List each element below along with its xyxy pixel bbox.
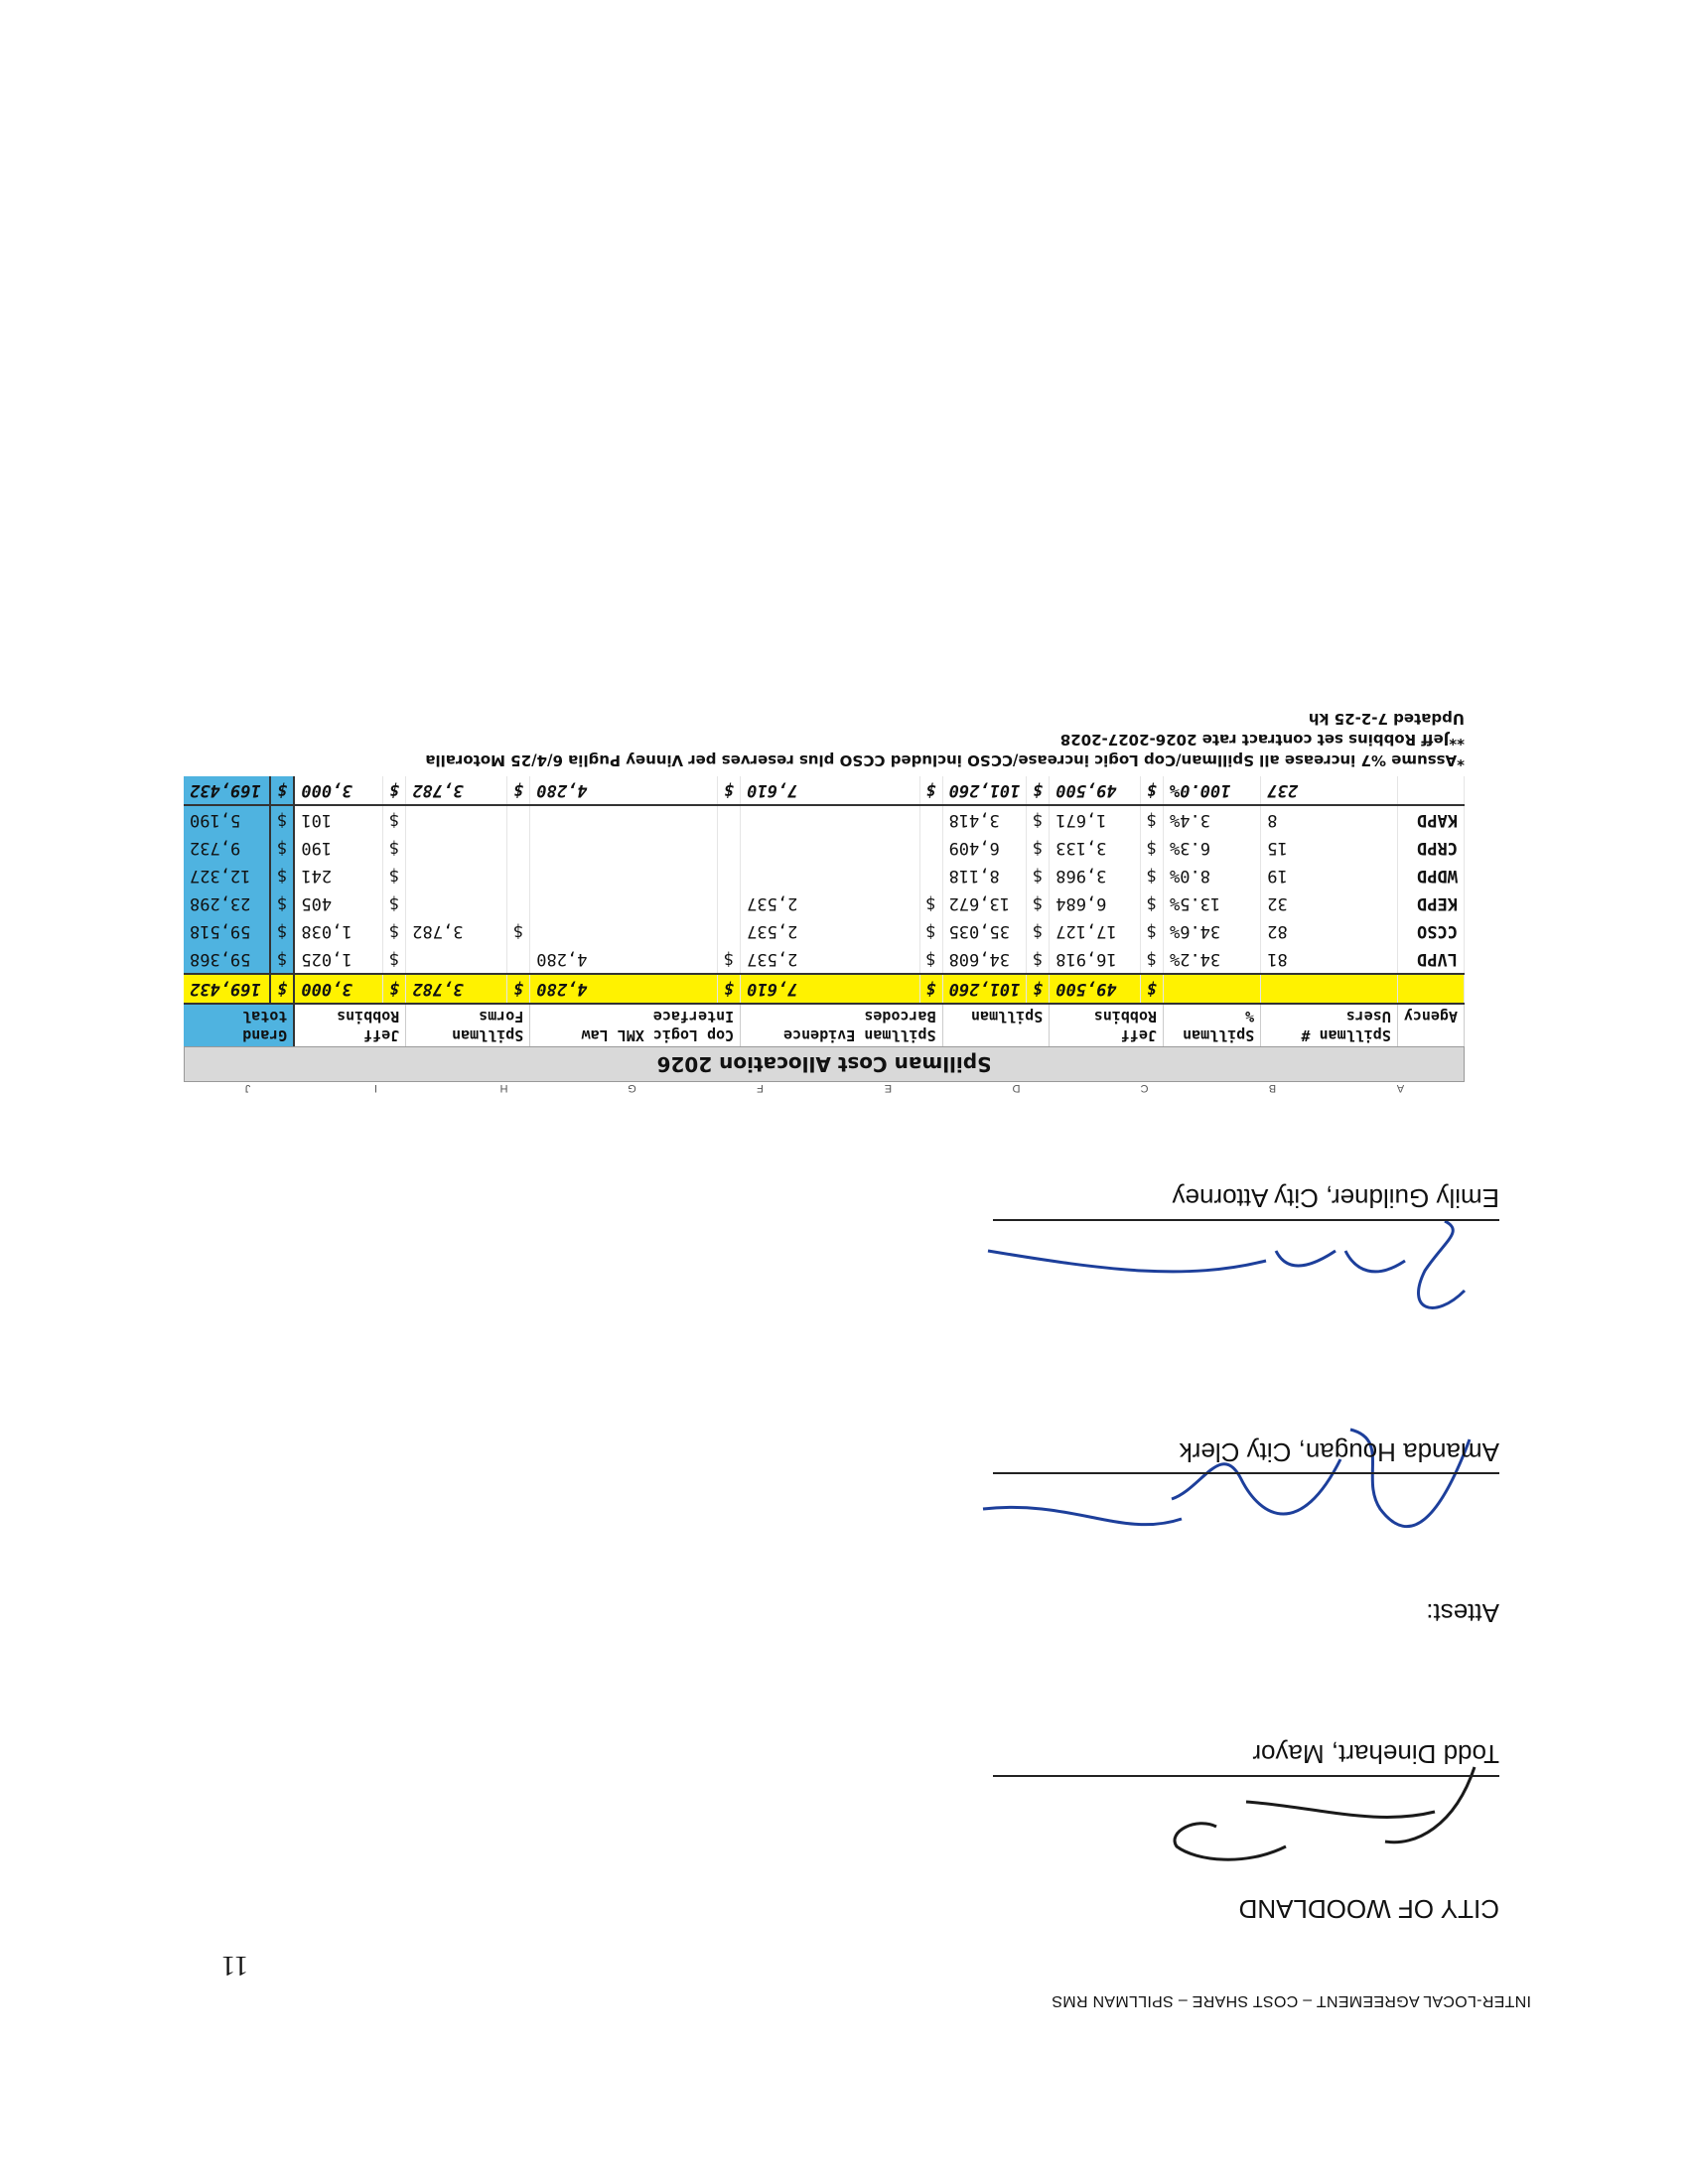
note-line: **Jeff Robbins set contract rate 2026-2027-2028: [1059, 731, 1465, 750]
table-title: Spillman Cost Allocation 2026: [184, 1046, 1465, 1082]
spillman-cell: 6,409: [942, 835, 1027, 863]
city-name: CITY OF WOODLAND: [1238, 1894, 1499, 1924]
agency-cell: KEPD: [1397, 890, 1464, 918]
jeff2-cell: 3,000: [294, 777, 382, 806]
dollar-sign: [507, 835, 530, 863]
coplogic-cell: [530, 890, 718, 918]
grand-cell: 9,732: [184, 835, 270, 863]
agency-cell: CCSO: [1397, 918, 1464, 946]
dollar-sign: $: [1027, 918, 1050, 946]
column-header: Agency: [1397, 1005, 1464, 1047]
spillman-cell: 13,672: [942, 890, 1027, 918]
users-cell: 15: [1261, 835, 1398, 863]
column-letter: C: [1140, 1082, 1149, 1094]
dollar-sign: $: [270, 918, 294, 946]
column-header: Spillman # Users: [1261, 1005, 1398, 1047]
percent-cell: 13.5%: [1163, 890, 1260, 918]
cost-allocation-table: [184, 709, 1465, 1095]
column-header: Spillman %: [1163, 1005, 1260, 1047]
dollar-sign: [718, 806, 741, 835]
spillman-cell: 35,035: [942, 918, 1027, 946]
dollar-sign: $: [270, 835, 294, 863]
coplogic-cell: [530, 806, 718, 835]
forms-cell: 3,782: [406, 975, 507, 1005]
page-header: INTER-LOCAL AGREEMENT – COST SHARE – SPILLMAN RMS: [1052, 1992, 1531, 2009]
barcodes-cell: 2,537: [741, 890, 919, 918]
attorney-signature: [968, 1201, 1484, 1340]
dollar-sign: $: [1027, 946, 1050, 975]
attorney-name: Emily Guildner, City Attorney: [1172, 1183, 1499, 1213]
dollar-sign: [718, 890, 741, 918]
dollar-sign: $: [270, 777, 294, 806]
coplogic-cell: [530, 863, 718, 890]
spillman-cell: 3,418: [942, 806, 1027, 835]
jeff-cell: 16,918: [1050, 946, 1141, 975]
grand-cell: 59,368: [184, 946, 270, 975]
users-cell: [1261, 975, 1398, 1005]
barcodes-cell: [741, 863, 919, 890]
dollar-sign: $: [1140, 918, 1163, 946]
sum-row: [184, 777, 1465, 806]
note-line: *Assume %7 increase all Spillman/Cop Logic increase/CCSO included CCSO plus reserves per Vinney Puglia 6/4/25 Motoralla: [425, 751, 1465, 770]
mayor-signature-line: [993, 1775, 1499, 1777]
column-letter: A: [1396, 1082, 1405, 1094]
dollar-sign: $: [383, 890, 406, 918]
dollar-sign: $: [919, 777, 942, 806]
percent-cell: 3.4%: [1163, 806, 1260, 835]
grand-cell: 169,432: [184, 777, 270, 806]
jeff2-cell: 1,038: [294, 918, 382, 946]
column-header: Grand total: [184, 1005, 294, 1047]
column-letter: F: [757, 1082, 764, 1094]
coplogic-cell: 4,280: [530, 975, 718, 1005]
jeff-cell: 1,671: [1050, 806, 1141, 835]
dollar-sign: $: [1027, 863, 1050, 890]
dollar-sign: $: [1140, 835, 1163, 863]
spillman-cell: 34,608: [942, 946, 1027, 975]
dollar-sign: $: [270, 946, 294, 975]
grand-cell: 59,518: [184, 918, 270, 946]
forms-cell: [406, 946, 507, 975]
dollar-sign: $: [1140, 777, 1163, 806]
jeff-cell: 6,684: [1050, 890, 1141, 918]
spillman-cell: 101,260: [942, 777, 1027, 806]
column-letter: H: [499, 1082, 508, 1094]
dollar-sign: $: [919, 946, 942, 975]
table-notes: [184, 709, 1465, 771]
dollar-sign: $: [383, 835, 406, 863]
dollar-sign: $: [383, 777, 406, 806]
jeff-cell: 49,500: [1050, 777, 1141, 806]
column-header: Cop Logic XML Law Interface: [530, 1005, 741, 1047]
agency-row: [184, 863, 1465, 890]
grand-cell: 5,190: [184, 806, 270, 835]
percent-cell: 6.3%: [1163, 835, 1260, 863]
column-letter: E: [884, 1082, 893, 1094]
grand-cell: 12,327: [184, 863, 270, 890]
percent-cell: [1163, 975, 1260, 1005]
agency-row: [184, 806, 1465, 835]
dollar-sign: $: [1140, 946, 1163, 975]
dollar-sign: [507, 863, 530, 890]
dollar-sign: [919, 863, 942, 890]
users-cell: 237: [1261, 777, 1398, 806]
users-cell: 82: [1261, 918, 1398, 946]
jeff-cell: 3,968: [1050, 863, 1141, 890]
forms-cell: [406, 863, 507, 890]
forms-cell: 3,782: [406, 918, 507, 946]
agency-cell: [1397, 777, 1464, 806]
dollar-sign: [919, 806, 942, 835]
column-header: Spillman: [942, 1005, 1050, 1047]
totals-row: [184, 975, 1465, 1005]
agency-row: [184, 918, 1465, 946]
dollar-sign: $: [270, 863, 294, 890]
dollar-sign: [507, 890, 530, 918]
jeff-cell: 3,133: [1050, 835, 1141, 863]
dollar-sign: $: [718, 777, 741, 806]
coplogic-cell: [530, 918, 718, 946]
dollar-sign: $: [270, 890, 294, 918]
barcodes-cell: 2,537: [741, 918, 919, 946]
spillman-cell: 8,118: [942, 863, 1027, 890]
attorney-signature-line: [993, 1219, 1499, 1221]
dollar-sign: $: [383, 918, 406, 946]
users-cell: 32: [1261, 890, 1398, 918]
forms-cell: [406, 890, 507, 918]
users-cell: 81: [1261, 946, 1398, 975]
dollar-sign: [718, 863, 741, 890]
agency-cell: CRPD: [1397, 835, 1464, 863]
dollar-sign: $: [507, 777, 530, 806]
dollar-sign: [507, 806, 530, 835]
mayor-name: Todd Dinehart, Mayor: [1252, 1739, 1499, 1769]
dollar-sign: $: [1140, 806, 1163, 835]
column-letter: J: [244, 1082, 251, 1094]
jeff2-cell: 3,000: [294, 975, 382, 1005]
jeff2-cell: 241: [294, 863, 382, 890]
column-header: Jeff Robbins: [1050, 1005, 1164, 1047]
dollar-sign: $: [507, 918, 530, 946]
clerk-name: Amanda Hougan, City Clerk: [1179, 1437, 1499, 1467]
jeff2-cell: 405: [294, 890, 382, 918]
dollar-sign: $: [718, 975, 741, 1005]
percent-cell: 8.0%: [1163, 863, 1260, 890]
users-cell: 19: [1261, 863, 1398, 890]
dollar-sign: $: [270, 806, 294, 835]
column-header: Jeff Robbins: [294, 1005, 405, 1047]
dollar-sign: $: [383, 975, 406, 1005]
dollar-sign: $: [718, 946, 741, 975]
agency-row: [184, 890, 1465, 918]
clerk-signature-line: [993, 1472, 1499, 1474]
dollar-sign: $: [919, 890, 942, 918]
column-letter: B: [1268, 1082, 1277, 1094]
percent-cell: 34.2%: [1163, 946, 1260, 975]
forms-cell: 3,782: [406, 777, 507, 806]
dollar-sign: $: [1140, 863, 1163, 890]
clerk-signature: [943, 1410, 1499, 1578]
dollar-sign: $: [1140, 890, 1163, 918]
agency-cell: WDPD: [1397, 863, 1464, 890]
dollar-sign: $: [507, 975, 530, 1005]
column-letters: [184, 1082, 1465, 1094]
column-letter: G: [628, 1082, 636, 1094]
users-cell: 8: [1261, 806, 1398, 835]
dollar-sign: $: [919, 975, 942, 1005]
barcodes-cell: 2,537: [741, 946, 919, 975]
spillman-cell: 101,260: [942, 975, 1027, 1005]
dollar-sign: [718, 918, 741, 946]
table-header-row: [184, 1005, 1465, 1047]
agency-row: [184, 835, 1465, 863]
agency-cell: LVPD: [1397, 946, 1464, 975]
jeff-cell: 17,127: [1050, 918, 1141, 946]
coplogic-cell: 4,280: [530, 946, 718, 975]
barcodes-cell: 7,610: [741, 975, 919, 1005]
forms-cell: [406, 806, 507, 835]
dollar-sign: $: [1140, 975, 1163, 1005]
column-header: Spillman Evidence Barcodes: [741, 1005, 942, 1047]
dollar-sign: $: [383, 946, 406, 975]
grand-cell: 23,298: [184, 890, 270, 918]
dollar-sign: [507, 946, 530, 975]
dollar-sign: $: [383, 806, 406, 835]
dollar-sign: $: [1027, 890, 1050, 918]
jeff-cell: 49,500: [1050, 975, 1141, 1005]
dollar-sign: [718, 835, 741, 863]
column-letter: D: [1012, 1082, 1021, 1094]
dollar-sign: $: [1027, 975, 1050, 1005]
dollar-sign: $: [1027, 835, 1050, 863]
dollar-sign: [919, 835, 942, 863]
barcodes-cell: 7,610: [741, 777, 919, 806]
note-line: Updated 7-2-25 kh: [1308, 710, 1465, 729]
dollar-sign: $: [383, 863, 406, 890]
jeff2-cell: 101: [294, 806, 382, 835]
table-body: [184, 777, 1465, 1005]
agency-cell: [1397, 975, 1464, 1005]
grand-cell: 169,432: [184, 975, 270, 1005]
percent-cell: 34.6%: [1163, 918, 1260, 946]
column-letter: I: [373, 1082, 378, 1094]
dollar-sign: $: [1027, 806, 1050, 835]
agency-cell: KAPD: [1397, 806, 1464, 835]
page-number: 11: [221, 1950, 248, 1980]
percent-cell: 100.0%: [1163, 777, 1260, 806]
coplogic-cell: [530, 835, 718, 863]
agency-row: [184, 946, 1465, 975]
attest-label: Attest:: [1426, 1598, 1499, 1628]
dollar-sign: $: [919, 918, 942, 946]
coplogic-cell: 4,280: [530, 777, 718, 806]
jeff2-cell: 1,025: [294, 946, 382, 975]
barcodes-cell: [741, 806, 919, 835]
jeff2-cell: 190: [294, 835, 382, 863]
dollar-sign: $: [270, 975, 294, 1005]
dollar-sign: $: [1027, 777, 1050, 806]
forms-cell: [406, 835, 507, 863]
column-header: Spillman Forms: [406, 1005, 530, 1047]
barcodes-cell: [741, 835, 919, 863]
